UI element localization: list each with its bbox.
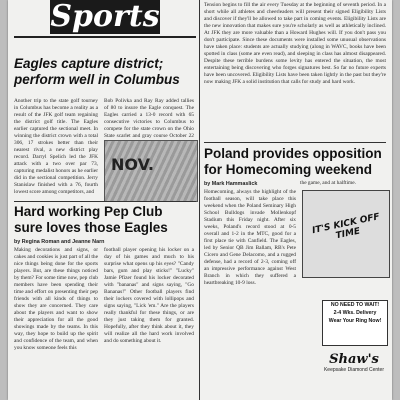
ad-line-1: NO NEED TO WAIT! (330, 302, 380, 308)
pep-club-headline: Hard working Pep Club sure loves those Eagles (14, 204, 168, 235)
homecoming-headline: Poland provides opposition for Homecoming weekend (204, 146, 382, 177)
eligibility-story: Tension begins to fill the air every Tuesday at the beginning of seventh period. In a short while all athletes and cheerleaders will present their signed Eligibility Lists and discover if they'll be allowed to take part in coming events. Eligibility Lists are the new innovation that makes sure you're scholarly as well as athletically inclined. At JFK they are more valuable than a Howard Hughes will. If you don't pass you don't participate. Since these documents were installed some unusual observations have taken place: students are actually studying (along in WAVC, books have been spotted in class (some are even read), and sleeping in class has almost disappeared. Despite these terrible burdens some levity has entered the situation, the most entertaining being discovering who forges signatures best. So far no future experts have been uncovered. Eligibility Lists have been taken lightly in the past but they're now making JFK a solid institution that calls for study and hard work. (204, 2, 386, 85)
ring-ad (322, 300, 388, 346)
brand-subtitle: Keepsake Diamond Center (323, 367, 385, 373)
homecoming-col1: Homecoming, always the highlight of the football season, will take place this weekend when the Poland Seminary High School Bulldogs invade Mollenkopf Stadium this Friday night. After six weeks, Poland's record stood at 0-5 overall and 1-2 in the MTC, good for a first place tie with Canfield. The Eagles, led by Senior QB Jim Ballam, RB's Pete Cicero and Gene Delacomo, and a rugged defense, had a record of 2-3, coming off an impressive performance against West Branch in which they suffered a heartbreaking 10-9 loss. (204, 189, 296, 286)
pep-club-col1: Making decorations and signs, or cakes and cookies is just part of all the nice things being done for the sports players. But, are these things noticed by them? For some time now, pep club members have been spending their time and effort on presenting their pep friends with all kinds of things to show they are concerned. They care about the players and want to show their appreciation for all the good showings made by the teams. In this way, they hope to build up the spirit and confidence of the team, and when you know someone feels this (14, 247, 98, 351)
newspaper-page (8, 0, 392, 400)
golf-story-col2: Bob Polivka and Ray Ray added tallies of 80 to insure the Eagle conquest. The Eagles carried a 13-0 record with 65 consecutive victories to Columbus to compete for the state crown on the Ohio State scarlet and gray course October 22 (104, 98, 194, 139)
golf-headline: Eagles capture district; perform well in Columbus (14, 56, 180, 87)
team-photo (104, 140, 198, 202)
golf-story-col1: Another trip to the state golf tourney in Columbus has become a reality as a result of the JFK golf team regaining the district golf title. The Eagles earlier captured the sectional meet. In winning the district crown with a total 306, 17 strokes better than their nearest rival, a new district play record. Darryl Spelich led the JFK attack with a two over par 73, capturing medalist honors as he earlier did in the sectional competition. Jerry Stanislaw finished with a 76, fourth lowest score among competitors, and (14, 98, 98, 195)
homecoming-col2: the game, and at halftime. (300, 180, 356, 186)
shaws-logo (322, 352, 386, 373)
column-divider (199, 0, 200, 400)
sports-title: Sports (50, 0, 160, 34)
kickoff-banner: IT'S KICK OFF TIME (311, 212, 381, 242)
pep-club-col2: football player opening his locker on a day of his games and much to his surprise what opens up his eyes? "Candy bars, gum and play sticks!" "Lucky" Jamie Pfizer found his locker decorated with "bananas" and signs saying, "Go Bananas!" Other football players find their lockers covered with lollipops and signs saying, "Lick 'em." Are the players really thankful for these things, or are they just taking them for granted. Hopefully, after they think about it, they will realize all the hard work involved and do something about it. (104, 247, 194, 344)
photo-sign-text: NOV. (111, 155, 154, 174)
homecoming-byline: by Mark Hammaslick (204, 181, 258, 187)
section-divider (204, 142, 386, 143)
section-divider (14, 201, 196, 202)
ad-line-3: Wear Your Ring Now! (328, 318, 382, 324)
kickoff-ad-image (302, 190, 390, 278)
brand-name: Shaw's (329, 352, 379, 367)
sports-masthead (14, 0, 196, 38)
ad-line-2: 2-4 Wks. Delivery (333, 310, 377, 316)
pep-club-byline: by Regina Roman and Jeanne Narn (14, 239, 105, 245)
